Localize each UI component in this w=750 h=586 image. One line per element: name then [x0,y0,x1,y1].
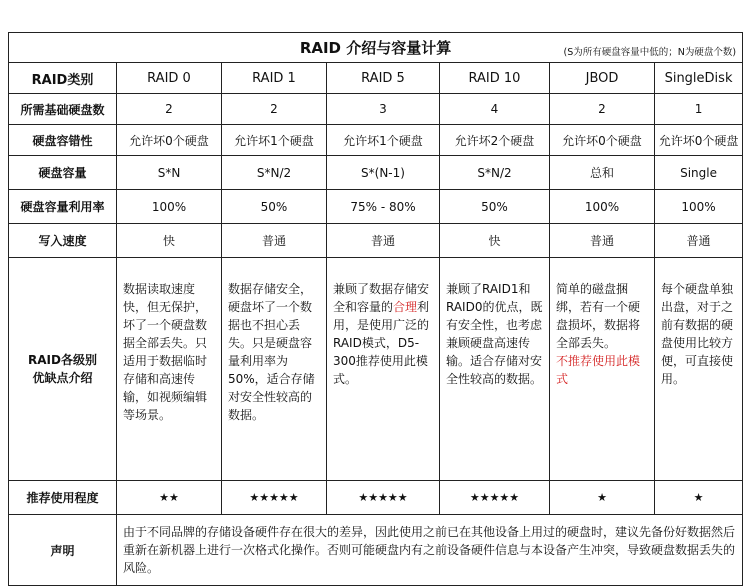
pros-cons-cell [117,258,222,481]
row-label-statement: 声明 [9,515,117,586]
row-label-utilization: 硬盘容量利用率 [9,190,117,224]
raid-type-cell: RAID 10 [440,63,550,94]
statement-row [9,515,743,586]
row-label-write-speed: 写入速度 [9,224,117,258]
capacity-row [9,156,743,190]
utilization-cell: 100% [550,190,655,224]
row-label-type: RAID类别 [9,63,117,94]
raid-type-cell: JBOD [550,63,655,94]
write-speed-row [9,224,743,258]
rating-stars: ★ [550,481,655,515]
utilization-cell: 100% [655,190,743,224]
write-speed-cell: 普通 [550,224,655,258]
rating-stars: ★ [655,481,743,515]
statement-text: 由于不同品牌的存储设备硬件存在很大的差异，因此使用之前已在其他设备上用过的硬盘时，建议先备份好数据然后重新在新机器上进行一次格式化操作。否则可能硬盘内有之前设备硬件信息与本设备产生冲突，导致硬盘数据丢失的风险。 [117,515,743,586]
raid-type-cell: SingleDisk [655,63,743,94]
pros-cons-cell [327,258,440,481]
utilization-row [9,190,743,224]
min-disks-cell: 1 [655,94,743,125]
utilization-cell: 75% - 80% [327,190,440,224]
utilization-cell: 100% [117,190,222,224]
utilization-cell: 50% [440,190,550,224]
desc-text: 简单的磁盘捆绑，若有一个硬盘损坏，数据将全部丢失。 [556,282,641,350]
row-label-pros-cons [9,258,117,481]
fault-tolerance-row [9,125,743,156]
capacity-cell: S*N/2 [440,156,550,190]
desc-text: 数据读取速度快，但无保护，坏了一个硬盘数据全部丢失。只适用于数据临时存储和高速传输，如视频编辑等场景。 [123,282,208,422]
pros-cons-cell [550,258,655,481]
min-disks-row [9,94,743,125]
capacity-cell: 总和 [550,156,655,190]
pros-cons-cell [655,258,743,481]
min-disks-cell: 2 [117,94,222,125]
fault-tolerance-cell: 允许坏2个硬盘 [440,125,550,156]
min-disks-cell: 3 [327,94,440,125]
capacity-cell: S*N/2 [222,156,327,190]
rating-stars: ★★★★★ [327,481,440,515]
table-title-cell [9,33,743,63]
write-speed-cell: 快 [117,224,222,258]
not-recommended-warning: 不推荐使用此模式 [556,354,641,386]
desc-text: 利用，是使用广泛的RAID模式，D5-300推荐使用此模式。 [333,300,430,386]
min-disks-cell: 4 [440,94,550,125]
raid-type-cell: RAID 5 [327,63,440,94]
desc-highlight-text: 合理 [393,300,418,314]
min-disks-cell: 2 [222,94,327,125]
capacity-cell: S*(N-1) [327,156,440,190]
write-speed-cell: 快 [440,224,550,258]
rating-stars: ★★ [117,481,222,515]
table-title-note: (S为所有硬盘容量中低的；N为硬盘个数) [563,47,737,58]
desc-text: 兼顾了RAID1和RAID0的优点，既有安全性，也考虑兼顾硬盘高速传输。适合存储对安全性较高的数据。 [446,282,543,386]
capacity-cell: Single [655,156,743,190]
desc-text: 每个硬盘单独出盘，对于之前有数据的硬盘使用比较方便，可直接使用。 [661,282,734,386]
raid-type-cell: RAID 0 [117,63,222,94]
pros-cons-row [9,258,743,481]
raid-type-cell: RAID 1 [222,63,327,94]
raid-type-row [9,63,743,94]
fault-tolerance-cell: 允许坏0个硬盘 [655,125,743,156]
fault-tolerance-cell: 允许坏0个硬盘 [117,125,222,156]
pros-cons-cell [222,258,327,481]
rating-stars: ★★★★★ [440,481,550,515]
table-title: RAID 介绍与容量计算 [299,39,452,57]
pros-cons-cell [440,258,550,481]
utilization-cell: 50% [222,190,327,224]
row-label-fault-tolerance: 硬盘容错性 [9,125,117,156]
raid-comparison-table [8,32,743,586]
capacity-cell: S*N [117,156,222,190]
min-disks-cell: 2 [550,94,655,125]
fault-tolerance-cell: 允许坏1个硬盘 [327,125,440,156]
recommendation-row [9,481,743,515]
write-speed-cell: 普通 [222,224,327,258]
desc-text: 兼顾了数据存储安全和容量的 [333,282,430,314]
desc-text: 数据存储安全，硬盘坏了一个数据也不担心丢失。只是硬盘容量利用率为50%，适合存储对安全性较高的数据。 [228,282,315,422]
fault-tolerance-cell: 允许坏0个硬盘 [550,125,655,156]
row-label-capacity: 硬盘容量 [9,156,117,190]
row-label-pros-cons-text: RAID各级别 优缺点介绍 [28,353,97,385]
row-label-recommendation: 推荐使用程度 [9,481,117,515]
raid-comparison-table-wrapper [8,32,742,586]
rating-stars: ★★★★★ [222,481,327,515]
title-row [9,33,743,63]
write-speed-cell: 普通 [327,224,440,258]
fault-tolerance-cell: 允许坏1个硬盘 [222,125,327,156]
write-speed-cell: 普通 [655,224,743,258]
row-label-min-disks: 所需基础硬盘数 [9,94,117,125]
